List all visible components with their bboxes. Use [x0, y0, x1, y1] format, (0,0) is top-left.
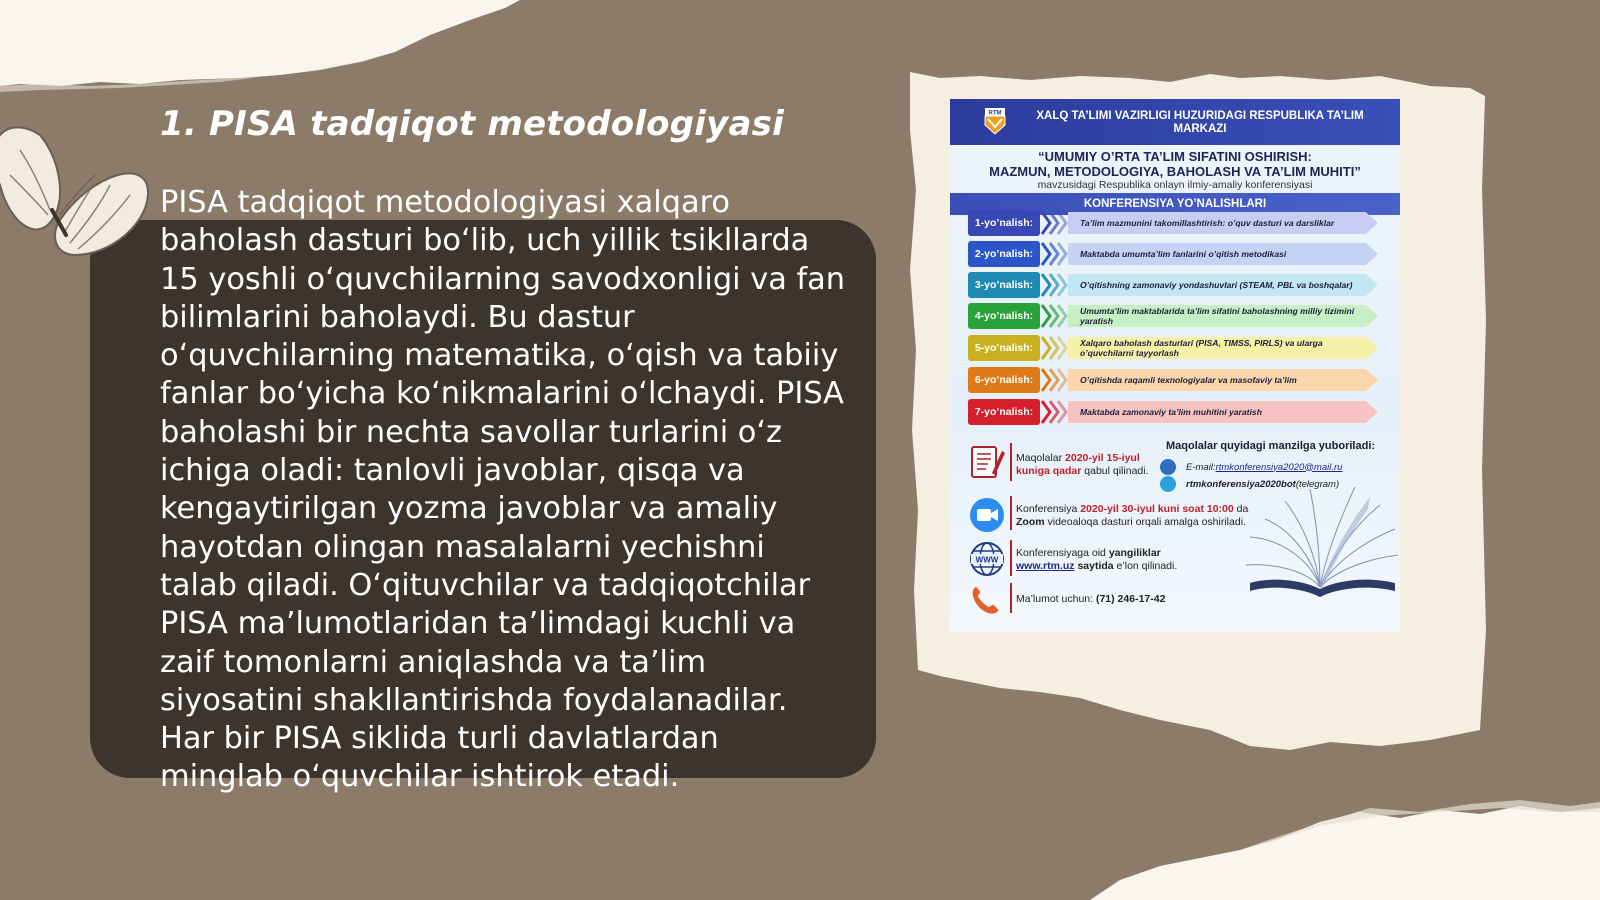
direction-tag: 3-yo’nalish:	[968, 272, 1040, 298]
website-link[interactable]: www.rtm.uz	[1016, 560, 1075, 572]
email-link[interactable]: rtmkonferensiya2020@mail.ru	[1215, 461, 1343, 473]
direction-tag: 2-yo’nalish:	[968, 241, 1040, 267]
direction-text: Maktabda zamonaviy ta’lim muhitini yaratish	[1080, 407, 1262, 417]
chevron-arrows-icon	[1040, 335, 1070, 361]
poster-title	[950, 149, 1400, 179]
poster-header-text: XALQ TA’LIMI VAZIRLIGI HUZURIDAGI RESPUBLIKA TA’LIM MARKAZI	[1036, 110, 1364, 135]
phone-icon	[968, 583, 1002, 617]
direction-text: Ta’lim mazmunini takomillashtirish: o’quv dasturi va darsliklar	[1080, 218, 1335, 228]
document-pen-icon	[968, 443, 1006, 481]
svg-text:WWW: WWW	[975, 555, 999, 565]
poster-header	[950, 99, 1400, 145]
news-bold: yangiliklar	[1108, 547, 1161, 559]
svg-text:RTM: RTM	[988, 110, 1002, 117]
zoom-post: videoaloqa dasturi orqali amalga oshiriladi.	[1044, 516, 1246, 528]
zoom-pre: Konferensiya	[1016, 503, 1081, 515]
conference-poster	[950, 99, 1400, 632]
direction-row	[968, 241, 1388, 267]
email-icon	[1160, 459, 1176, 475]
directions-header: KONFERENSIYA YO’NALISHLARI	[950, 193, 1400, 215]
chevron-arrows-icon	[1040, 241, 1070, 267]
deadline-date: 2020-yil 15-iyul kuniga qadar	[1016, 452, 1140, 477]
direction-tag: 7-yo’nalish:	[968, 399, 1040, 425]
news-info	[1016, 547, 1276, 573]
email-contact	[1160, 459, 1342, 475]
deadline-pre: Maqolalar	[1016, 452, 1066, 464]
chevron-arrows-icon	[1040, 272, 1070, 298]
news-post-bold: saytida	[1074, 560, 1114, 572]
direction-row	[968, 367, 1388, 393]
poster-title-line2: MAZMUN, METODOLOGIYA, BAHOLASH VA TA’LIM MUHITI”	[989, 164, 1361, 179]
telegram-icon	[1160, 476, 1176, 492]
telegram-note: (telegram)	[1295, 478, 1340, 490]
slide-title: 1. PISA tadqiqot metodologiyasi	[160, 104, 784, 144]
direction-text: O’qitishning zamonaviy yondashuvlari (STEAM, PBL va boshqalar)	[1080, 280, 1353, 290]
news-pre: Konferensiyaga oid	[1016, 547, 1109, 559]
poster-title-line1: “UMUMIY O’RTA TA’LIM SIFATINI OSHIRISH:	[1038, 149, 1312, 164]
poster-subtitle: mavzusidagi Respublika onlayn ilmiy-amaliy konferensiyasi	[1037, 179, 1313, 191]
deadline-separator	[1010, 443, 1012, 481]
zoom-camera-icon	[968, 496, 1006, 534]
direction-row	[968, 303, 1388, 329]
zoom-date: 2020-yil 30-iyul kuni soat 10:00	[1080, 503, 1234, 515]
deadline-info	[1016, 452, 1161, 478]
chevron-arrows-icon	[1040, 367, 1070, 393]
phone-label: Ma’lumot uchun:	[1016, 593, 1096, 605]
send-to-title: Maqolalar quyidagi manzilga yuboriladi:	[1166, 440, 1376, 452]
zoom-mid: da	[1233, 503, 1249, 515]
direction-row	[968, 335, 1388, 361]
deadline-post: qabul qilinadi.	[1081, 465, 1149, 477]
open-book-icon	[1240, 479, 1400, 604]
direction-tag: 4-yo’nalish:	[968, 303, 1040, 329]
direction-text: Xalqaro baholash dasturlari (PISA, TIMSS, PIRLS) va ularga o’quvchilarni tayyorlash	[1080, 338, 1323, 358]
direction-text: O’qitishda raqamli texnologiyalar va masofaviy ta’lim	[1080, 375, 1297, 385]
news-post: e’lon qilinadi.	[1113, 560, 1178, 572]
direction-text: Maktabda umumta’lim fanlarini o’qitish metodikasi	[1080, 249, 1287, 259]
direction-row	[968, 272, 1388, 298]
butterfly-decoration	[0, 105, 160, 275]
direction-row	[968, 399, 1388, 425]
phone-separator	[1010, 583, 1012, 613]
chevron-arrows-icon	[1040, 303, 1070, 329]
direction-tag: 1-yo’nalish:	[968, 210, 1040, 236]
direction-row	[968, 210, 1388, 236]
direction-tag: 5-yo’nalish:	[968, 335, 1040, 361]
phone-info	[1016, 593, 1165, 606]
www-globe-icon	[968, 540, 1006, 578]
zoom-name: Zoom	[1016, 516, 1045, 528]
news-separator	[1010, 540, 1012, 576]
direction-tag: 6-yo’nalish:	[968, 367, 1040, 393]
slide-body-text: PISA tadqiqot metodologiyasi xalqaro baholash dasturi bo‘lib, uch yillik tsikllarda 15 yoshli o‘quvchilarning savodxonligi va fan bilimlarini baholaydi. Bu dastur o‘quvchilarning matematika, o‘qish va tabiiy fanlar bo‘yicha ko‘nikmalarini o‘lchaydi. PISA baholashi bir nechta savollar turlarini o‘z ichiga oladi: tanlovli javoblar, qisqa va kengaytirilgan yozma javoblar va amaliy hayotdan olingan masalalarni yechishni talab qiladi. O‘qituvchilar va tadqiqotchilar PISA ma’lumotlaridan ta’limdagi kuchli va zaif tomonlarni aniqlashda va ta’lim siyosatini shakllantirishda foydalanadilar. Har bir PISA siklida turli davlatlardan minglab o‘quvchilar ishtirok etadi.	[160, 185, 846, 795]
rtm-logo-icon	[984, 107, 1006, 135]
zoom-info	[1016, 503, 1276, 529]
zoom-separator	[1010, 496, 1012, 530]
email-label: E-mail:	[1186, 461, 1216, 473]
chevron-arrows-icon	[1040, 399, 1070, 425]
chevron-arrows-icon	[1040, 210, 1070, 236]
direction-text: Umumta’lim maktablarida ta’lim sifatini baholashning milliy tizimini yaratish	[1080, 306, 1355, 326]
phone-number: (71) 246-17-42	[1095, 593, 1166, 605]
telegram-handle[interactable]: rtmkonferensiya2020bot	[1186, 478, 1296, 490]
